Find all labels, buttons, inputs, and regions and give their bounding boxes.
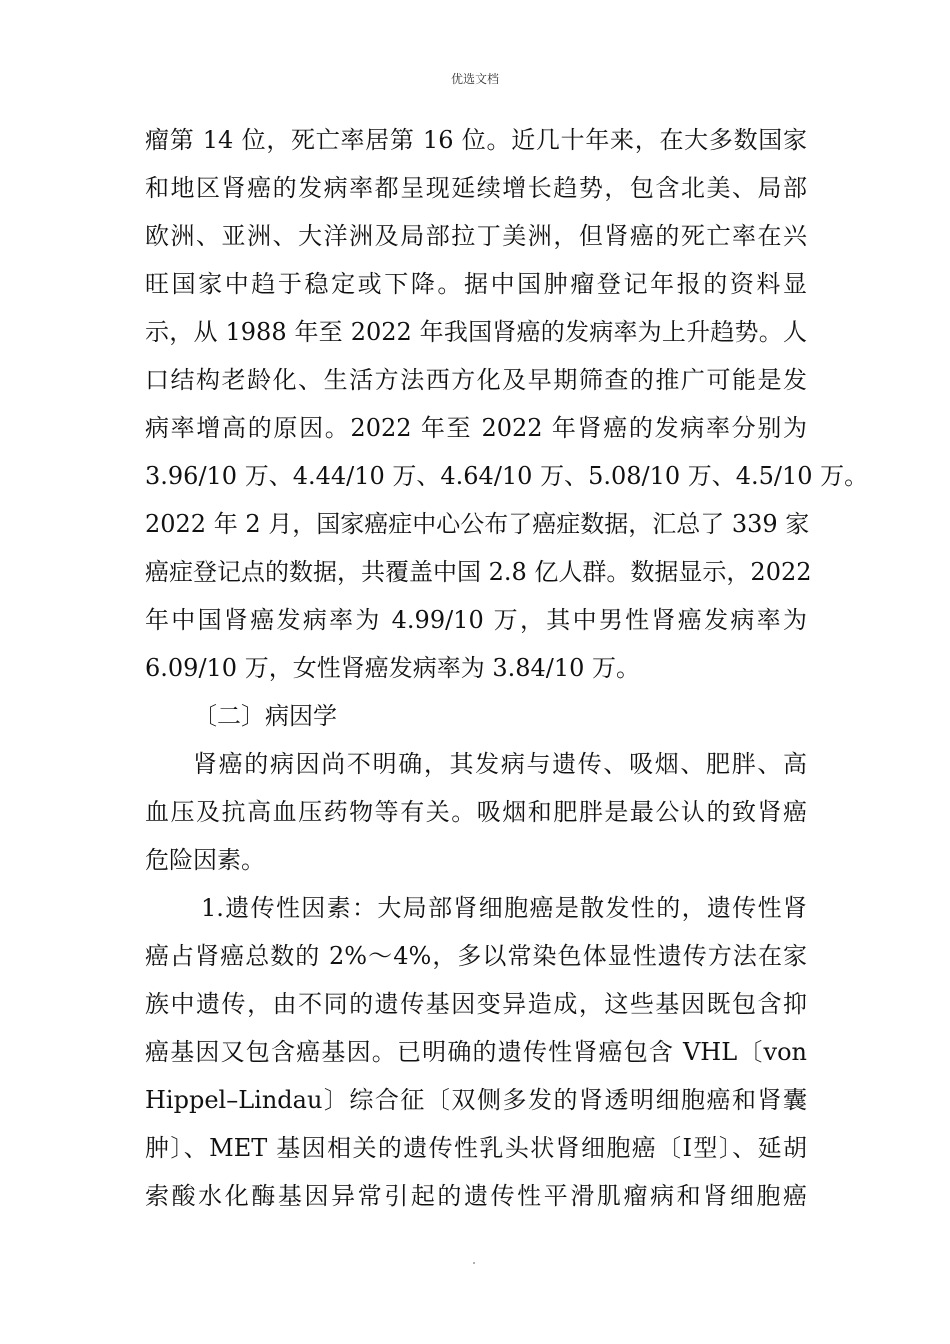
text-line: 年中国肾癌发病率为 4.99/10 万，其中男性肾癌发病率为 — [145, 606, 807, 634]
text-line: 癌基因又包含癌基因。已明确的遗传性肾癌包含 VHL〔von — [145, 1038, 807, 1066]
text-line: 和地区肾癌的发病率都呈现延续增长趋势，包含北美、局部 — [145, 174, 807, 202]
page-header: 优选文档 — [450, 72, 499, 86]
text-line: 示，从 1988 年至 2022 年我国肾癌的发病率为上升趋势。人 — [145, 318, 807, 346]
text-line: 癌占肾癌总数的 2%～4%，多以常染色体显性遗传方法在家 — [145, 942, 807, 970]
text-line: 旺国家中趋于稳定或下降。据中国肿瘤登记年报的资料显 — [145, 270, 807, 298]
text-line: 3.96/10 万、4.44/10 万、4.64/10 万、5.08/10 万、4.5/10 万。 — [145, 462, 869, 490]
text-line: 族中遗传，由不同的遗传基因变异造成，这些基因既包含抑 — [145, 990, 807, 1018]
text-line: 欧洲、亚洲、大洋洲及局部拉丁美洲，但肾癌的死亡率在兴 — [145, 222, 807, 250]
text-line: 2022 年 2 月，国家癌症中心公布了癌症数据，汇总了 339 家 — [145, 510, 810, 538]
text-line: 6.09/10 万，女性肾癌发病率为 3.84/10 万。 — [145, 654, 641, 682]
text-line: 1.遗传性因素：大局部肾细胞癌是散发性的，遗传性肾 — [201, 894, 807, 922]
text-line: 癌症登记点的数据，共覆盖中国 2.8 亿人群。数据显示，2022 — [145, 558, 812, 586]
text-line: 血压及抗高血压药物等有关。吸烟和肥胖是最公认的致肾癌 — [145, 798, 807, 826]
text-line: 肾癌的病因尚不明确，其发病与遗传、吸烟、肥胖、高 — [193, 750, 807, 778]
text-line: 瘤第 14 位，死亡率居第 16 位。近几十年来，在大多数国家 — [145, 126, 807, 154]
text-line: 危险因素。 — [145, 846, 265, 874]
section-heading: 〔二〕病因学 — [193, 702, 337, 730]
text-line: 索酸水化酶基因异常引起的遗传性平滑肌瘤病和肾细胞癌 — [145, 1182, 807, 1210]
text-line: 病率增高的原因。2022 年至 2022 年肾癌的发病率分别为 — [145, 414, 807, 442]
footer-dot — [473, 1262, 475, 1264]
document-body — [145, 116, 869, 1220]
text-line: 肿〕、MET 基因相关的遗传性乳头状肾细胞癌〔Ⅰ型〕、延胡 — [145, 1134, 807, 1162]
text-line: Hippel–Lindau〕综合征〔双侧多发的肾透明细胞癌和肾囊 — [145, 1086, 807, 1114]
text-line: 口结构老龄化、生活方法西方化及早期筛查的推广可能是发 — [145, 366, 807, 394]
